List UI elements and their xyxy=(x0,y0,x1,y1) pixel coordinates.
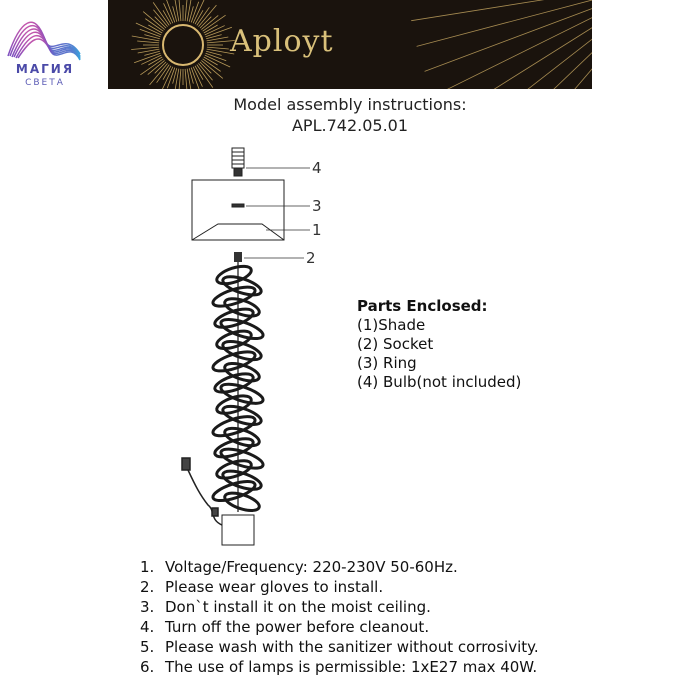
instruction-item xyxy=(140,597,539,617)
label-ring: 3 xyxy=(312,197,322,215)
brand-name: Aployt xyxy=(230,24,334,59)
instruction-item xyxy=(140,557,539,577)
instruction-item xyxy=(140,657,539,677)
step-number: 4. xyxy=(140,618,155,636)
lamp-diagram xyxy=(170,140,340,560)
page-title: Model assembly instructions: xyxy=(233,95,467,114)
step-number: 6. xyxy=(140,658,155,676)
step-text: Voltage/Frequency: 220-230V 50-60Hz. xyxy=(165,558,458,576)
step-number: 1. xyxy=(140,558,155,576)
sunburst-decoration-icon xyxy=(108,0,592,89)
step-text: Please wash with the sanitizer without corrosivity. xyxy=(165,638,539,656)
step-number: 2. xyxy=(140,578,155,596)
label-shade: 1 xyxy=(312,221,322,239)
instruction-item xyxy=(140,617,539,637)
shade-icon xyxy=(192,180,284,240)
parts-list xyxy=(357,297,521,392)
step-number: 5. xyxy=(140,638,155,656)
logo-subtitle: СВЕТА xyxy=(25,78,65,88)
label-socket: 2 xyxy=(306,249,316,267)
instruction-item xyxy=(140,577,539,597)
step-text: Turn off the power before cleanout. xyxy=(165,618,430,636)
part-item: (1)Shade xyxy=(357,316,426,334)
instruction-list xyxy=(140,557,539,677)
step-text: Don`t install it on the moist ceiling. xyxy=(165,598,431,616)
step-text: The use of lamps is permissible: 1xE27 max 40W. xyxy=(165,658,538,676)
step-text: Please wear gloves to install. xyxy=(165,578,384,596)
model-number: APL.742.05.01 xyxy=(291,116,409,135)
label-bulb: 4 xyxy=(312,159,322,177)
part-item: (2) Socket xyxy=(357,335,434,353)
part-item: (3) Ring xyxy=(357,354,417,372)
socket-icon xyxy=(234,252,242,262)
bulb-icon xyxy=(232,148,244,176)
step-number: 3. xyxy=(140,598,155,616)
parts-heading: Parts Enclosed: xyxy=(357,297,488,315)
instruction-item xyxy=(140,637,539,657)
brand-banner xyxy=(108,0,592,89)
logo-title: МАГИЯ xyxy=(15,62,75,76)
base-icon xyxy=(222,515,254,545)
ring-column xyxy=(211,263,265,514)
part-item: (4) Bulb(not included) xyxy=(357,373,522,391)
